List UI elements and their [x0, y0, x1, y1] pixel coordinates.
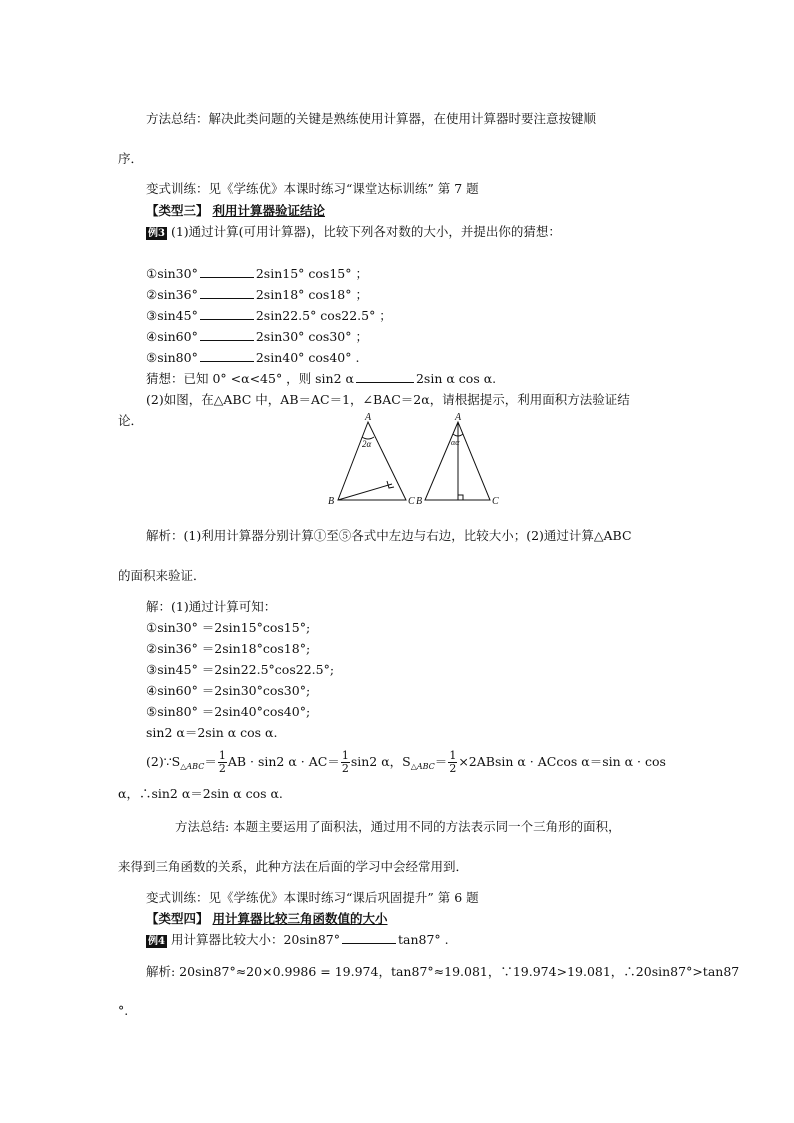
- label-b: B: [328, 496, 335, 507]
- comparison-item: ⑤sin80° 2sin40° cos40° .: [146, 350, 360, 365]
- analysis-line: 解析: 20sin87°≈20×0.9986 = 19.974，tan87°≈19.081，∵19.974>19.081，∴20sin87°>tan87: [146, 964, 740, 979]
- label-c: C: [492, 496, 499, 507]
- label-c: C: [408, 496, 415, 507]
- example-badge: 例3: [148, 228, 165, 239]
- solution-part2: $(2)\because S_{\triangle ABC}=$ $\frac{1}{2}$ AB · sin2 α · AC＝ $\frac{1}{2}$ sin2 α，$S_{\triangle ABC}=$ $\frac{1}{2}$ ×2ABsin α · ACcos α＝sin α · cos: [146, 749, 666, 775]
- comparison-item: ②sin36° 2sin18° cos18° ；: [146, 287, 368, 302]
- label-angle: αα: [451, 438, 460, 447]
- solution-item: ⑤sin80° ＝2sin40°cos40°;: [146, 704, 311, 719]
- solution-part2: α，∴sin2 α＝2sin α cos α.: [118, 786, 283, 801]
- part2-line: 论．: [118, 413, 144, 428]
- comparison-item: ④sin60° 2sin30° cos30° ；: [146, 329, 368, 344]
- type-heading: [146, 910, 388, 928]
- solution-item: ①sin30° ＝2sin15°cos15°;: [146, 620, 311, 635]
- solution-item: ③sin45° ＝2sin22.5°cos22.5°;: [146, 662, 335, 677]
- example-intro: [146, 223, 561, 241]
- summary-line: 序．: [118, 151, 144, 166]
- comparison-item: ③sin45° 2sin22.5° cos22.5° ；: [146, 308, 392, 323]
- solution-item: ②sin36° ＝2sin18°cos18°;: [146, 641, 311, 656]
- type-title: 用计算器比较三角函数值的大小: [212, 911, 388, 926]
- analysis-line: 的面积来验证．: [118, 568, 206, 583]
- summary-line: 方法总结: 本题主要运用了面积法，通过用不同的方法表示同一个三角形的面积，: [175, 819, 621, 834]
- variant-training: 变式训练：见《学练优》本课时练习“课堂达标训练” 第 7 题: [146, 181, 479, 196]
- example-badge: 例4: [148, 936, 165, 947]
- solution-conclusion: sin2 α＝2sin α cos α.: [146, 725, 278, 740]
- summary-line: 来得到三角函数的关系，此种方法在后面的学习中会经常用到．: [118, 859, 469, 874]
- label-a: A: [365, 412, 372, 423]
- guess-line: 猜想：已知 0° <α<45° ，则 sin2 α 2sin α cos α.: [146, 371, 497, 386]
- label-angle: 2α: [362, 439, 372, 449]
- label-a: A: [455, 412, 462, 423]
- example-intro: 例4 用计算器比较大小：20sin87° tan87° .: [148, 932, 449, 947]
- type-heading: [146, 202, 325, 220]
- triangle-figure: [320, 410, 520, 515]
- analysis-line: 解析：(1)利用计算器分别计算①至⑤各式中左边与右边，比较大小；(2)通过计算△ABC: [146, 528, 632, 543]
- type-bracket: 【类型四】: [146, 911, 209, 926]
- label-b: B: [416, 496, 423, 507]
- variant-training: 变式训练：见《学练优》本课时练习“课后巩固提升” 第 6 题: [146, 890, 479, 905]
- summary-line: 方法总结：解决此类问题的关键是熟练使用计算器，在使用计算器时要注意按键顺: [146, 111, 597, 126]
- solution-head: 解：(1)通过计算可知：: [146, 599, 277, 614]
- type-bracket: 【类型三】: [146, 203, 209, 218]
- part2-line: (2)如图，在△ABC 中，AB＝AC＝1，∠BAC＝2α，请根据提示，利用面积方法验证结: [146, 392, 630, 407]
- comparison-item: ①sin30° 2sin15° cos15° ；: [146, 266, 368, 281]
- solution-item: ④sin60° ＝2sin30°cos30°;: [146, 683, 311, 698]
- type-title: 利用计算器验证结论: [212, 203, 326, 218]
- example-text: (1)通过计算(可用计算器)，比较下列各对数的大小，并提出你的猜想：: [170, 224, 561, 239]
- analysis-line: °.: [118, 1003, 129, 1018]
